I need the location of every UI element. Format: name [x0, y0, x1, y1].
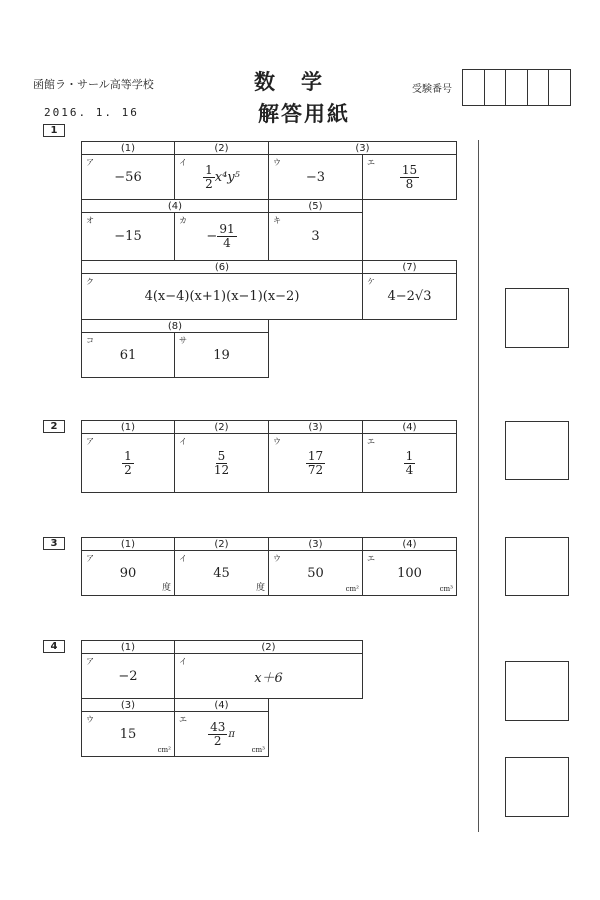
score-box-q2[interactable]	[505, 421, 569, 480]
q4-answer-a[interactable]	[81, 653, 175, 699]
score-box-q4a[interactable]	[505, 661, 569, 721]
kana-label: オ	[86, 216, 94, 225]
kana-label: ケ	[367, 277, 375, 286]
q2-head-3: (3)	[268, 420, 363, 434]
q4-answer-u[interactable]	[81, 711, 175, 757]
kana-label: ク	[86, 277, 94, 286]
answer-value: −15	[114, 229, 142, 244]
minus-sign: −	[206, 229, 218, 244]
kana-label: ア	[86, 554, 94, 563]
score-box-q3[interactable]	[505, 537, 569, 596]
kana-label: ア	[86, 437, 94, 446]
kana-label: イ	[179, 437, 187, 446]
q3-answer-u[interactable]	[268, 550, 363, 596]
q1-head-2: (2)	[174, 141, 269, 155]
q1-head-5: (5)	[268, 199, 363, 213]
answer-value: −56	[114, 169, 142, 185]
exam-number-box[interactable]	[528, 70, 550, 105]
answer-value: 19	[213, 347, 230, 363]
answer-value: 4−2√3	[387, 289, 432, 304]
q1-answer-ki[interactable]	[268, 212, 363, 261]
q4-head-3: (3)	[81, 698, 175, 712]
q4-head-4: (4)	[174, 698, 269, 712]
q3-head-4: (4)	[362, 537, 457, 551]
q4-head-2: (2)	[174, 640, 363, 654]
exam-number-box[interactable]	[549, 70, 570, 105]
q1-head-7: (7)	[362, 260, 457, 274]
subject-title: 数学	[254, 69, 348, 94]
exam-number-box[interactable]	[463, 70, 485, 105]
kana-label: サ	[179, 336, 187, 345]
question-number-4: 4	[43, 640, 65, 653]
answer-value: 100	[397, 565, 422, 581]
unit-label: 度	[255, 583, 265, 593]
fraction: $\frac{15}{8}$	[401, 162, 418, 191]
answer-variables: x⁴y⁵	[214, 169, 240, 185]
kana-label: ウ	[86, 715, 94, 724]
kana-label: イ	[179, 158, 187, 167]
q1-answer-a[interactable]	[81, 154, 175, 200]
answer-value: 15	[119, 726, 137, 742]
q1-answer-ko[interactable]	[81, 332, 175, 378]
kana-label: ウ	[273, 554, 281, 563]
q2-head-1: (1)	[81, 420, 175, 434]
q3-answer-i[interactable]	[174, 550, 269, 596]
q1-answer-sa[interactable]	[174, 332, 269, 378]
exam-number-box[interactable]	[485, 70, 507, 105]
answer-value: 90	[119, 565, 137, 581]
score-box-q4b[interactable]	[505, 757, 569, 817]
kana-label: ウ	[273, 437, 281, 446]
q2-answer-i[interactable]	[174, 433, 269, 493]
answer-value: 61	[119, 347, 137, 363]
q4-head-1: (1)	[81, 640, 175, 654]
q4-answer-e[interactable]	[174, 711, 269, 757]
unit-label: cm²	[345, 585, 359, 593]
answer-value: −2	[118, 668, 138, 684]
kana-label: イ	[179, 554, 187, 563]
q1-answer-o[interactable]	[81, 212, 175, 261]
unit-label: 度	[161, 583, 171, 593]
q2-answer-a[interactable]	[81, 433, 175, 493]
answer-value: 4(x−4)(x+1)(x−1)(x−2)	[144, 289, 300, 304]
kana-label: キ	[273, 216, 281, 225]
answer-value: x＋6	[254, 670, 283, 686]
kana-label: コ	[86, 336, 94, 345]
answer-value: 45	[213, 565, 230, 581]
q3-answer-a[interactable]	[81, 550, 175, 596]
exam-number-boxes[interactable]	[462, 69, 571, 106]
margin-divider	[478, 140, 479, 832]
unit-label: cm³	[251, 746, 265, 754]
unit-label: cm³	[439, 585, 453, 593]
fraction: $\frac{1}{4}$	[405, 448, 414, 477]
q1-head-8: (8)	[81, 319, 269, 333]
q1-head-3: (3)	[268, 141, 457, 155]
q3-answer-e[interactable]	[362, 550, 457, 596]
kana-label: エ	[179, 715, 187, 724]
q2-head-4: (4)	[362, 420, 457, 434]
fraction: $\frac{1}{2}$	[205, 162, 213, 191]
score-box-q1[interactable]	[505, 288, 569, 348]
kana-label: ウ	[273, 158, 281, 167]
kana-label: カ	[179, 216, 187, 225]
fraction: $\frac{5}{12}$	[213, 448, 230, 477]
kana-label: ア	[86, 158, 94, 167]
kana-label: エ	[367, 437, 375, 446]
kana-label: ア	[86, 657, 94, 666]
q2-answer-u[interactable]	[268, 433, 363, 493]
q1-head-6: (6)	[81, 260, 363, 274]
question-number-2: 2	[43, 420, 65, 433]
exam-number-box[interactable]	[506, 70, 528, 105]
answer-value: 50	[307, 565, 324, 581]
question-number-1: 1	[43, 124, 65, 137]
q4-answer-i[interactable]	[174, 653, 363, 699]
answer-value: 3	[311, 229, 320, 244]
kana-label: エ	[367, 554, 375, 563]
q3-head-1: (1)	[81, 537, 175, 551]
q1-head-4: (4)	[81, 199, 269, 213]
q1-head-1: (1)	[81, 141, 175, 155]
pi-symbol: π	[228, 728, 235, 740]
q1-answer-e[interactable]	[362, 154, 457, 200]
fraction: $\frac{1}{2}$	[124, 448, 132, 477]
fraction: $\frac{91}{4}$	[219, 222, 235, 250]
fraction: $\frac{43}{2}$	[210, 719, 226, 748]
q2-answer-e[interactable]	[362, 433, 457, 493]
exam-date: 2016. 1. 16	[44, 106, 139, 119]
q1-answer-ku[interactable]	[81, 273, 363, 320]
q1-answer-ke[interactable]	[362, 273, 457, 320]
fraction: $\frac{17}{72}$	[307, 448, 324, 477]
q3-head-2: (2)	[174, 537, 269, 551]
kana-label: エ	[367, 158, 375, 167]
question-number-3: 3	[43, 537, 65, 550]
kana-label: イ	[179, 657, 187, 666]
school-name: 函館ラ・サール高等学校	[33, 78, 154, 91]
q1-answer-u[interactable]	[268, 154, 363, 200]
q1-answer-i[interactable]	[174, 154, 269, 200]
answer-value: −3	[305, 169, 326, 185]
sheet-title: 解答用紙	[258, 101, 350, 126]
unit-label: cm²	[157, 746, 171, 754]
q3-head-3: (3)	[268, 537, 363, 551]
exam-number-label: 受験番号	[412, 84, 452, 95]
q1-answer-ka[interactable]	[174, 212, 269, 261]
q2-head-2: (2)	[174, 420, 269, 434]
